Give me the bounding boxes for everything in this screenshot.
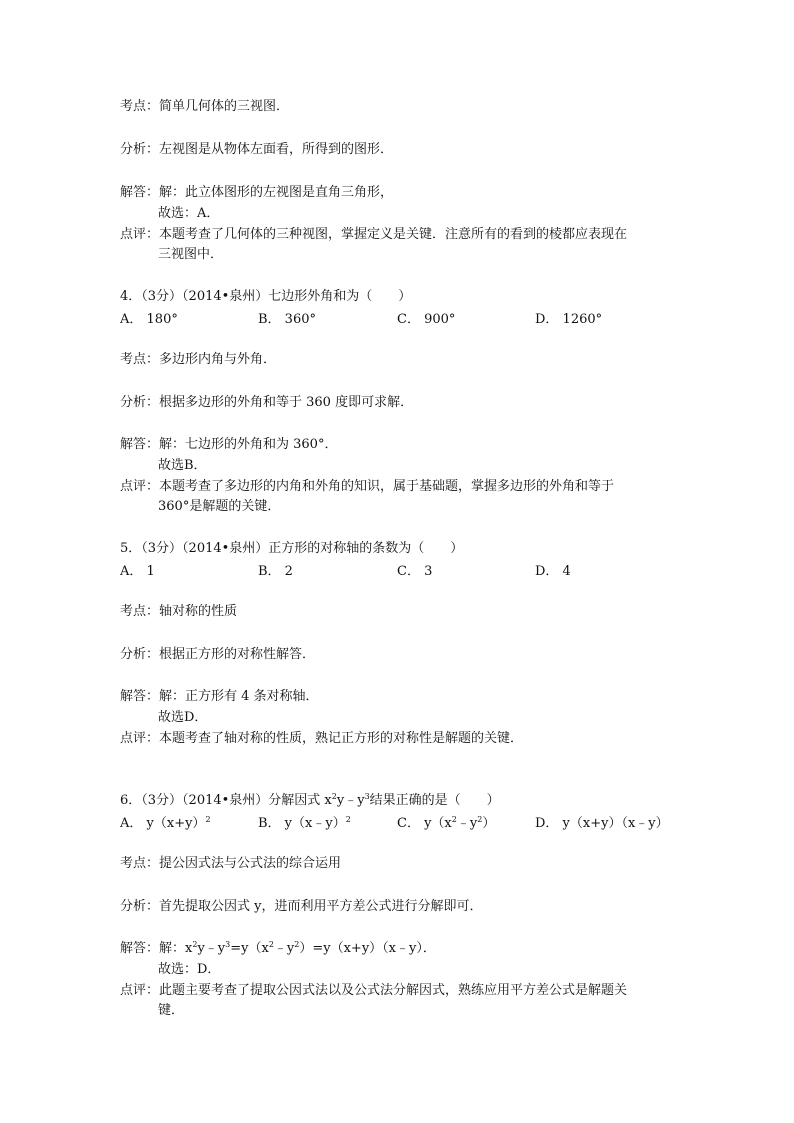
kaodian-q5: 考点：轴对称的性质 — [120, 604, 238, 619]
q5-option-c: C． 3 — [397, 564, 433, 579]
dianping-q3-line1: 点评：本题考查了几何体的三种视图，掌握定义是关键．注意所有的看到的棱都应表现在 — [120, 227, 628, 242]
q5-stem: 5．（3分）（2014•泉州）正方形的对称轴的条数为（ ） — [120, 541, 464, 556]
q6-option-b: B． y（x﹣y）$^2$ — [258, 815, 351, 831]
q5-option-d: D． 4 — [535, 564, 571, 579]
q4-option-c: C． 900° — [397, 312, 456, 327]
q4-option-b: B． 360° — [258, 312, 316, 327]
jieda-q3: 解答：解：此立体图形的左视图是直角三角形， — [120, 185, 394, 200]
q4-option-d: D． 1260° — [535, 312, 603, 327]
q4-option-a: A． 180° — [120, 312, 178, 327]
kaodian-q3: 考点：简单几何体的三视图． — [120, 99, 290, 114]
fenxi-q4: 分析：根据多边形的外角和等于 360 度即可求解． — [120, 395, 414, 410]
guxuan-q3: 故选：A． — [158, 206, 220, 221]
dianping-q3-line2: 三视图中． — [158, 247, 224, 262]
dianping-q5: 点评：本题考查了轴对称的性质，熟记正方形的对称性是解题的关键． — [120, 731, 524, 746]
guxuan-q6: 故选：D． — [158, 962, 221, 977]
fenxi-q5: 分析：根据正方形的对称性解答． — [120, 647, 316, 662]
q6-option-d: D． y（x+y）（x﹣y） — [535, 816, 669, 831]
dianping-q6-line2: 键． — [158, 1003, 185, 1018]
q5-option-a: A． 1 — [120, 564, 155, 579]
guxuan-q5: 故选D． — [158, 710, 208, 725]
jieda-q6: 解答：解：$x^2y﹣y^3=y(x^2﹣y^2)=y(x+y)(x﹣y)$． — [120, 940, 436, 956]
kaodian-q4: 考点：多边形内角与外角． — [120, 352, 277, 367]
q5-option-b: B． 2 — [258, 564, 293, 579]
q6-option-c: C． $y(x^2﹣y^2)$ — [397, 815, 496, 831]
q6-option-a: A． $y(x+y)^2$ — [120, 815, 211, 831]
dianping-q4-line1: 点评：本题考查了多边形的内角和外角的知识，属于基础题，掌握多边形的外角和等于 — [120, 479, 615, 494]
q6-stem: 6．（3分）（2014•泉州）分解因式 $x^2y﹣y^3$结果正确的是（ ） — [120, 792, 500, 808]
jieda-q5: 解答：解：正方形有 4 条对称轴． — [120, 689, 319, 704]
dianping-q4-line2: 360°是解题的关键． — [158, 499, 281, 514]
guxuan-q4: 故选B． — [158, 458, 207, 473]
dianping-q6-line1: 点评：此题主要考查了提取公因式法以及公式法分解因式，熟练应用平方差公式是解题关 — [120, 983, 628, 998]
fenxi-q3: 分析：左视图是从物体左面看，所得到的图形． — [120, 142, 394, 157]
kaodian-q6: 考点：提公因式法与公式法的综合运用 — [120, 856, 342, 871]
q4-stem: 4．（3分）（2014•泉州）七边形外角和为（ ） — [120, 289, 412, 304]
jieda-q4: 解答：解：七边形的外角和为 360°． — [120, 437, 338, 452]
fenxi-q6: 分析：首先提取公因式 y，进而利用平方差公式进行分解即可． — [120, 899, 483, 914]
